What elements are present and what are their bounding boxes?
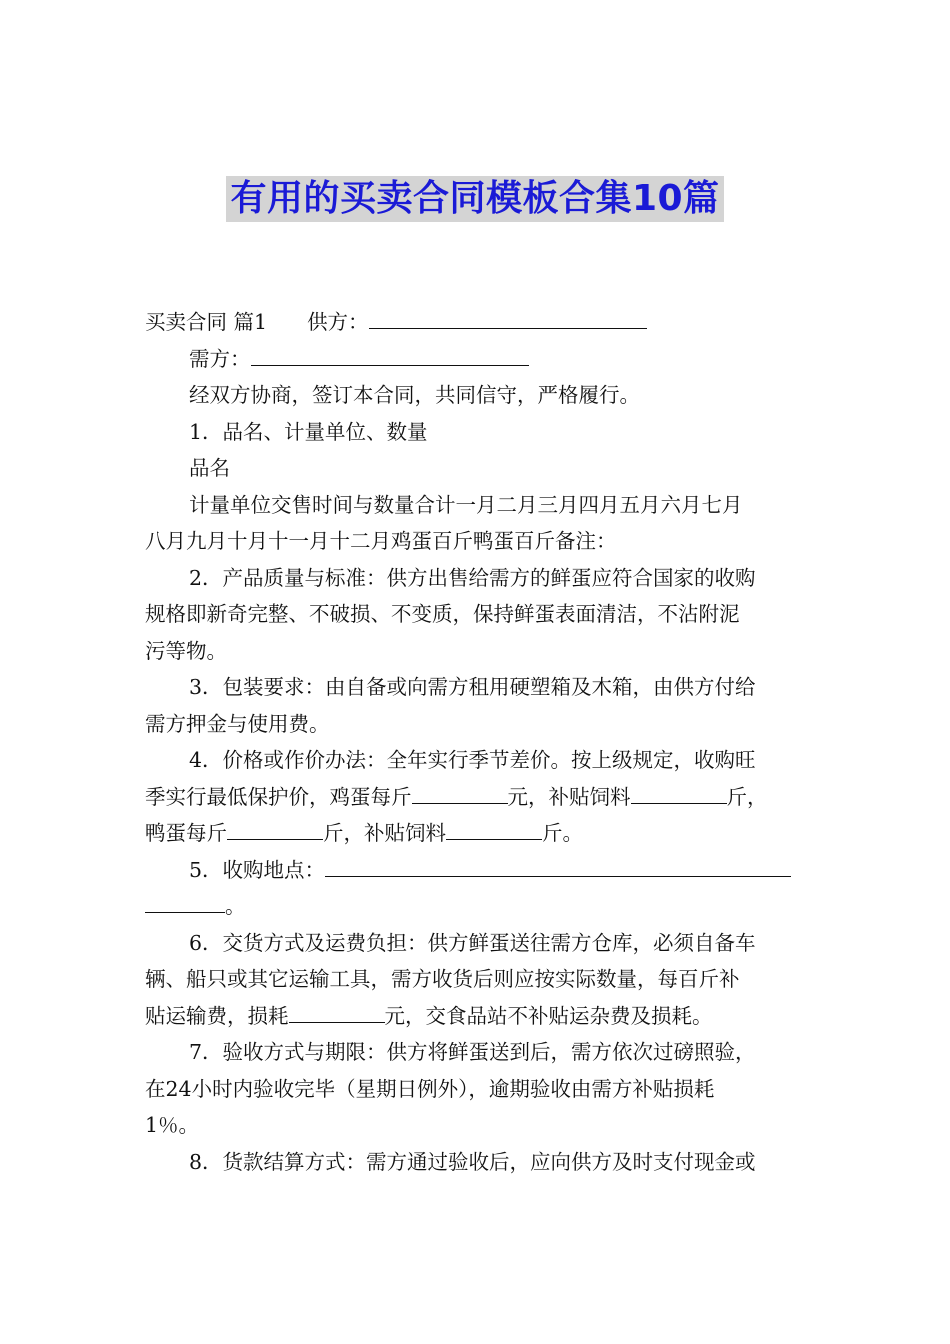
section-4-text-d: 鸭蛋每斤 — [145, 821, 227, 845]
section-6-line-1: 6．交货方式及运费负担：供方鲜蛋送往需方仓库，必须自备车 — [189, 930, 756, 955]
supplier-label: 供方： — [307, 310, 369, 334]
section-4-text-e: 斤，补贴饲料 — [323, 821, 446, 845]
section-2-line-1: 2．产品质量与标准：供方出售给需方的鲜蛋应符合国家的收购 — [189, 565, 756, 590]
section-4-text-c: 斤， — [726, 784, 768, 809]
section-8-line-1: 8．货款结算方式：需方通过验收后，应向供方及时支付现金或 — [189, 1149, 756, 1174]
purchase-place-blank-cont — [145, 890, 225, 913]
buyer-blank — [251, 343, 529, 366]
purchase-place-blank — [325, 854, 791, 877]
section-2-line-3: 污等物。 — [145, 638, 227, 663]
section-7-line-2: 在24小时内验收完毕（星期日例外），逾期验收由需方补贴损耗 — [145, 1076, 715, 1101]
section-6-line-3 — [145, 998, 815, 1035]
supplier-blank — [369, 306, 647, 329]
section-4-line-3 — [145, 815, 815, 852]
document-title: 有用的买卖合同模板合集10篇 — [226, 176, 723, 222]
section-4-text-b: 元，补贴饲料 — [507, 784, 631, 809]
section-5-line-2 — [145, 888, 815, 925]
section-4-text-f: 斤。 — [542, 821, 583, 845]
section-3-line-2: 需方押金与使用费。 — [145, 711, 330, 736]
section-1-row-2: 八月九月十月十一月十二月鸡蛋百斤鸭蛋百斤备注： — [145, 529, 617, 553]
section-7-line-1: 7．验收方式与期限：供方将鲜蛋送到后，需方依次过磅照验， — [189, 1040, 756, 1064]
contract-heading-line — [145, 304, 815, 341]
contract-body — [145, 304, 815, 1180]
title-container — [0, 176, 950, 222]
section-2-line-2: 规格即新奇完整、不破损、不变质，保持鲜蛋表面清洁，不沾附泥 — [145, 602, 740, 626]
section-1-title: 1．品名、计量单位、数量 — [189, 419, 428, 444]
section-6-text-b: 元，交食品站不补贴运杂费及损耗。 — [384, 1003, 713, 1028]
section-3-line-1: 3．包装要求：由自备或向需方租用硬塑箱及木箱，由供方付给 — [189, 675, 756, 699]
section-6-text-a: 贴运输费，损耗 — [145, 1003, 289, 1028]
feed-subsidy-blank — [631, 781, 727, 804]
section-5-label: 5．收购地点： — [189, 857, 326, 882]
section-4-line-2 — [145, 779, 815, 816]
section-5-end: 。 — [225, 894, 246, 918]
contract-heading: 买卖合同 篇1 — [145, 310, 268, 334]
intro-line: 经双方协商，签订本合同，共同信守，严格履行。 — [189, 383, 640, 407]
section-6-line-2: 辆、船只或其它运输工具，需方收货后则应按实际数量，每百斤补 — [145, 967, 740, 991]
duck-egg-price-blank — [227, 817, 323, 840]
section-4-line-1: 4．价格或作价办法：全年实行季节差价。按上级规定，收购旺 — [189, 748, 756, 772]
section-7-line-3: 1％。 — [145, 1113, 200, 1137]
buyer-label: 需方： — [189, 346, 251, 371]
egg-price-blank — [412, 781, 508, 804]
section-5-line-1 — [145, 852, 815, 889]
section-4-text-a: 季实行最低保护价，鸡蛋每斤 — [145, 784, 412, 809]
section-1-row-1: 计量单位交售时间与数量合计一月二月三月四月五月六月七月 — [189, 492, 743, 517]
section-1-item: 品名 — [189, 456, 230, 480]
buyer-line — [145, 341, 815, 378]
duck-feed-subsidy-blank — [446, 817, 542, 840]
loss-blank — [289, 1000, 385, 1023]
